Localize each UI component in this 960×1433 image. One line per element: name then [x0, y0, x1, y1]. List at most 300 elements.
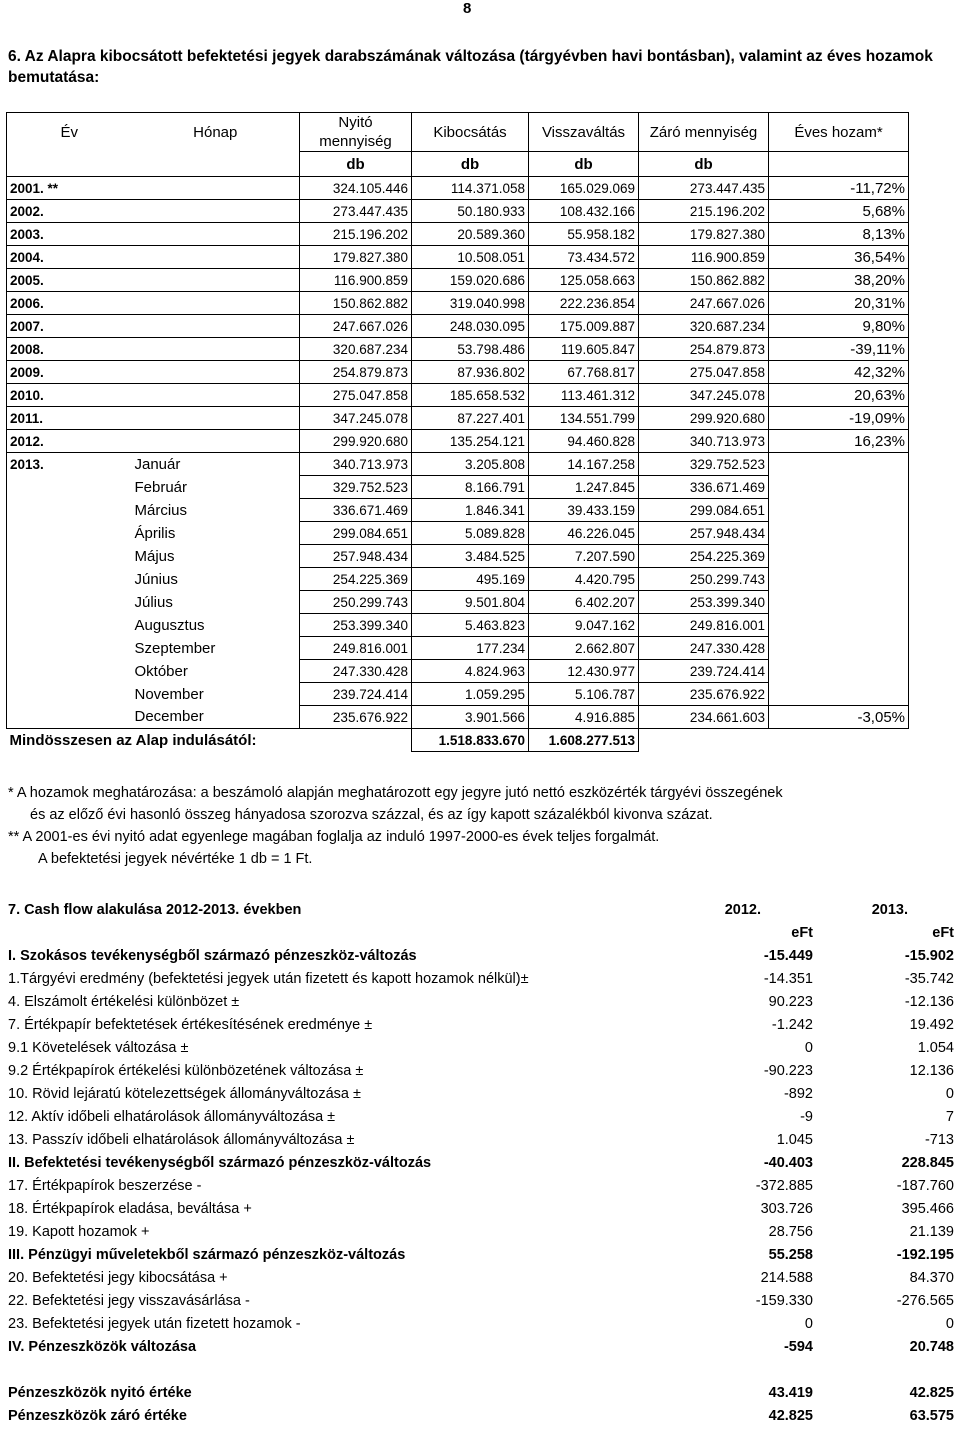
- row-opening: 253.399.340: [300, 614, 412, 637]
- footnote-2001: ** A 2001-es évi nyitó adat egyenlege magában foglalja az induló 1997-2000-es évek teljes forgalmát.: [8, 829, 660, 845]
- row-month: [132, 407, 300, 430]
- row-month: [132, 315, 300, 338]
- row-issue: 3.484.525: [412, 545, 529, 568]
- row-issue: 3.205.808: [412, 453, 529, 476]
- total-redemption: 1.608.277.513: [529, 729, 639, 752]
- row-redemption: 4.420.795: [529, 568, 639, 591]
- row-year: [7, 591, 132, 614]
- row-issue: 50.180.933: [412, 200, 529, 223]
- cashflow-row-label: 4. Elszámolt értékelési különbözet ±: [8, 994, 240, 1010]
- table-row: [7, 177, 909, 200]
- row-opening: 299.920.680: [300, 430, 412, 453]
- cashflow-row-label: 23. Befektetési jegyek után fizetett hozamok -: [8, 1316, 301, 1332]
- cashflow-row-2012: 214.588: [760, 1270, 813, 1286]
- row-yield: [769, 499, 909, 522]
- row-opening: 257.948.434: [300, 545, 412, 568]
- row-yield: [769, 614, 909, 637]
- cashflow-row: [8, 1129, 958, 1152]
- row-opening: 116.900.859: [300, 269, 412, 292]
- row-opening: 247.330.428: [300, 660, 412, 683]
- cashflow-opening-label: Pénzeszközök nyitó értéke: [8, 1385, 192, 1401]
- row-closing: 320.687.234: [639, 315, 769, 338]
- cashflow-row: [8, 1083, 958, 1106]
- row-year: 2009.: [7, 361, 132, 384]
- row-month: [132, 177, 300, 200]
- cashflow-row: [8, 1221, 958, 1244]
- table-row: [7, 407, 909, 430]
- row-issue: 53.798.486: [412, 338, 529, 361]
- row-closing: 235.676.922: [639, 683, 769, 706]
- row-redemption: 2.662.807: [529, 637, 639, 660]
- row-opening: 254.879.873: [300, 361, 412, 384]
- row-month: [132, 384, 300, 407]
- total-label: Mindösszesen az Alap indulásától:: [9, 731, 257, 749]
- row-closing: 150.862.882: [639, 269, 769, 292]
- table-row: [7, 476, 909, 499]
- cashflow-row-2013: 84.370: [909, 1270, 954, 1286]
- row-year: 2002.: [7, 200, 132, 223]
- row-yield: [769, 683, 909, 706]
- row-year: [7, 660, 132, 683]
- header-year: Év: [7, 113, 132, 152]
- row-month: [132, 361, 300, 384]
- row-yield: 9,80%: [769, 315, 909, 338]
- row-year: 2008.: [7, 338, 132, 361]
- row-issue: 87.936.802: [412, 361, 529, 384]
- row-year: [7, 683, 132, 706]
- row-redemption: 14.167.258: [529, 453, 639, 476]
- cashflow-row-label: 7. Értékpapír befektetések értékesítésének eredménye ±: [8, 1017, 373, 1033]
- cashflow-row-2013: 395.466: [901, 1201, 954, 1217]
- cashflow-row-2013: -192.195: [896, 1247, 954, 1263]
- table-row: [7, 660, 909, 683]
- cashflow-unit-2012: eFt: [791, 925, 813, 941]
- row-yield: -11,72%: [769, 177, 909, 200]
- cashflow-row-2012: 0: [804, 1316, 813, 1332]
- row-opening: 179.827.380: [300, 246, 412, 269]
- row-month: Május: [134, 547, 175, 565]
- header-redemption: Visszaváltás: [529, 113, 639, 152]
- table-total-row: [7, 729, 909, 752]
- row-yield: 5,68%: [769, 200, 909, 223]
- cashflow-row-2012: -1.242: [771, 1017, 813, 1033]
- row-redemption: 6.402.207: [529, 591, 639, 614]
- row-closing: 329.752.523: [639, 453, 769, 476]
- row-opening: 273.447.435: [300, 200, 412, 223]
- row-opening: 275.047.858: [300, 384, 412, 407]
- cashflow-row-2013: -187.760: [896, 1178, 954, 1194]
- row-closing: 273.447.435: [639, 177, 769, 200]
- row-opening: 254.225.369: [300, 568, 412, 591]
- row-redemption: 12.430.977: [529, 660, 639, 683]
- row-closing: 250.299.743: [639, 568, 769, 591]
- cashflow-row-2012: -159.330: [755, 1293, 813, 1309]
- total-empty: [769, 729, 909, 752]
- header-closing: Záró mennyiség: [639, 113, 769, 152]
- table-row: [7, 499, 909, 522]
- unit-empty: [7, 152, 132, 177]
- cashflow-row-2012: -40.403: [763, 1155, 813, 1171]
- row-yield: 42,32%: [769, 361, 909, 384]
- row-month: November: [134, 685, 204, 703]
- row-month: Január: [134, 455, 181, 473]
- row-closing: 254.225.369: [639, 545, 769, 568]
- unit-opening: db: [300, 152, 412, 177]
- cashflow-col-2013: 2013.: [871, 902, 908, 918]
- row-year: 2004.: [7, 246, 132, 269]
- cashflow-row: [8, 1244, 958, 1267]
- cashflow-row-2012: 90.223: [768, 994, 813, 1010]
- cashflow-row-label: 22. Befektetési jegy visszavásárlása -: [8, 1293, 250, 1309]
- row-issue: 10.508.051: [412, 246, 529, 269]
- row-closing: 254.879.873: [639, 338, 769, 361]
- row-redemption: 5.106.787: [529, 683, 639, 706]
- row-month: Szeptember: [134, 639, 216, 657]
- row-issue: 3.901.566: [412, 706, 529, 729]
- table-row: [7, 568, 909, 591]
- row-closing: 347.245.078: [639, 384, 769, 407]
- table-row: [7, 453, 909, 476]
- row-closing: 275.047.858: [639, 361, 769, 384]
- table-row: [7, 591, 909, 614]
- table-row: [7, 545, 909, 568]
- row-redemption: 113.461.312: [529, 384, 639, 407]
- cashflow-col-2012: 2012.: [724, 902, 761, 918]
- cashflow-row-2013: -15.902: [904, 948, 954, 964]
- cashflow-row-label: 9.1 Követelések változása ±: [8, 1040, 189, 1056]
- row-closing: 215.196.202: [639, 200, 769, 223]
- cashflow-row-label: 10. Rövid lejáratú kötelezettségek állományváltozása ±: [8, 1086, 361, 1102]
- row-redemption: 222.236.854: [529, 292, 639, 315]
- page-number: 8: [463, 0, 472, 17]
- row-yield: [769, 637, 909, 660]
- row-closing: 234.661.603: [639, 706, 769, 729]
- row-redemption: 175.009.887: [529, 315, 639, 338]
- cashflow-row: [8, 1336, 958, 1359]
- row-redemption: 1.247.845: [529, 476, 639, 499]
- row-closing: 239.724.414: [639, 660, 769, 683]
- cashflow-row-label: III. Pénzügyi műveletekből származó pénzeszköz-változás: [8, 1247, 406, 1263]
- cashflow-row-2012: -14.351: [763, 971, 813, 987]
- row-year: 2003.: [7, 223, 132, 246]
- row-opening: 249.816.001: [300, 637, 412, 660]
- row-month: [132, 430, 300, 453]
- cashflow-row-2012: -372.885: [755, 1178, 813, 1194]
- row-opening: 320.687.234: [300, 338, 412, 361]
- cashflow-row: [8, 1175, 958, 1198]
- row-closing: 247.330.428: [639, 637, 769, 660]
- row-year: 2012.: [7, 430, 132, 453]
- row-month: Június: [134, 570, 178, 588]
- row-month: Március: [134, 501, 188, 519]
- row-issue: 1.846.341: [412, 499, 529, 522]
- row-opening: 336.671.469: [300, 499, 412, 522]
- cashflow-row-2013: -713: [924, 1132, 954, 1148]
- row-year: [7, 476, 132, 499]
- unit-empty: [132, 152, 300, 177]
- cashflow-closing-2013: 63.575: [909, 1408, 954, 1424]
- row-year: 2013.: [7, 453, 132, 476]
- cashflow-opening-2013: 42.825: [909, 1385, 954, 1401]
- row-redemption: 119.605.847: [529, 338, 639, 361]
- row-opening: 299.084.651: [300, 522, 412, 545]
- row-month: [132, 200, 300, 223]
- row-issue: 5.463.823: [412, 614, 529, 637]
- row-closing: 257.948.434: [639, 522, 769, 545]
- row-issue: 1.059.295: [412, 683, 529, 706]
- cashflow-row: [8, 1290, 958, 1313]
- row-issue: 20.589.360: [412, 223, 529, 246]
- row-opening: 340.713.973: [300, 453, 412, 476]
- row-month: [132, 246, 300, 269]
- row-yield: 36,54%: [769, 246, 909, 269]
- row-yield: 20,31%: [769, 292, 909, 315]
- row-redemption: 165.029.069: [529, 177, 639, 200]
- row-month: [132, 269, 300, 292]
- row-yield: [769, 545, 909, 568]
- row-opening: 347.245.078: [300, 407, 412, 430]
- cashflow-row-label: 18. Értékpapírok eladása, beváltása +: [8, 1201, 252, 1217]
- row-yield: 20,63%: [769, 384, 909, 407]
- cashflow-row-label: IV. Pénzeszközök változása: [8, 1339, 197, 1355]
- row-opening: 150.862.882: [300, 292, 412, 315]
- cashflow-row-2013: 20.748: [909, 1339, 954, 1355]
- row-month: Október: [134, 662, 188, 680]
- row-closing: 253.399.340: [639, 591, 769, 614]
- row-opening: 247.667.026: [300, 315, 412, 338]
- row-redemption: 67.768.817: [529, 361, 639, 384]
- table-row: [7, 430, 909, 453]
- cashflow-row: [8, 1313, 958, 1336]
- header-issue: Kibocsátás: [412, 113, 529, 152]
- cashflow-row-label: 12. Aktív időbeli elhatárolások állományváltozása ±: [8, 1109, 336, 1125]
- table-row: [7, 223, 909, 246]
- cashflow-row-label: 17. Értékpapírok beszerzése -: [8, 1178, 202, 1194]
- row-yield: 16,23%: [769, 430, 909, 453]
- cashflow-spacer: [8, 1359, 958, 1382]
- row-redemption: 39.433.159: [529, 499, 639, 522]
- row-year: [7, 499, 132, 522]
- row-month: [132, 223, 300, 246]
- row-opening: 239.724.414: [300, 683, 412, 706]
- cashflow-row-label: 13. Passzív időbeli elhatárolások állományváltozása ±: [8, 1132, 355, 1148]
- table-row: [7, 637, 909, 660]
- row-closing: 247.667.026: [639, 292, 769, 315]
- row-closing: 179.827.380: [639, 223, 769, 246]
- cashflow-row-2012: 303.726: [760, 1201, 813, 1217]
- unit-redemption: db: [529, 152, 639, 177]
- cashflow-closing-label: Pénzeszközök záró értéke: [8, 1408, 187, 1424]
- unit-yield: [769, 152, 909, 177]
- units-table: [6, 112, 909, 752]
- row-month: Augusztus: [134, 616, 205, 634]
- row-year: [7, 637, 132, 660]
- cashflow-title: 7. Cash flow alakulása 2012-2013. években: [8, 902, 302, 918]
- cashflow-row-label: II. Befektetési tevékenységből származó pénzeszköz-változás: [8, 1155, 432, 1171]
- cashflow-row: [8, 1267, 958, 1290]
- row-issue: 248.030.095: [412, 315, 529, 338]
- cashflow-row-2013: 12.136: [909, 1063, 954, 1079]
- cashflow-section: [8, 899, 958, 1428]
- row-issue: 8.166.791: [412, 476, 529, 499]
- cashflow-row: [8, 1014, 958, 1037]
- cashflow-row-2012: 1.045: [776, 1132, 813, 1148]
- row-year: 2011.: [7, 407, 132, 430]
- cashflow-opening-2012: 43.419: [768, 1385, 813, 1401]
- footnotes: [8, 782, 958, 870]
- cashflow-row: [8, 1106, 958, 1129]
- row-opening: 250.299.743: [300, 591, 412, 614]
- row-issue: 9.501.804: [412, 591, 529, 614]
- total-empty: [639, 729, 769, 752]
- table-row: [7, 384, 909, 407]
- row-redemption: 73.434.572: [529, 246, 639, 269]
- row-yield: [769, 660, 909, 683]
- row-year: 2006.: [7, 292, 132, 315]
- row-yield: [769, 453, 909, 476]
- cashflow-row-2012: 28.756: [768, 1224, 813, 1240]
- row-issue: 87.227.401: [412, 407, 529, 430]
- cashflow-row-2013: -12.136: [904, 994, 954, 1010]
- row-opening: 215.196.202: [300, 223, 412, 246]
- row-yield: [769, 476, 909, 499]
- table-row: [7, 683, 909, 706]
- cashflow-row-2012: -9: [800, 1109, 813, 1125]
- row-year: 2001. **: [7, 177, 132, 200]
- cashflow-row-2012: -892: [783, 1086, 813, 1102]
- row-yield: [769, 568, 909, 591]
- row-redemption: 9.047.162: [529, 614, 639, 637]
- cashflow-closing-row: [8, 1405, 958, 1428]
- header-month: Hónap: [132, 113, 300, 152]
- cashflow-row-2013: 0: [945, 1086, 954, 1102]
- row-issue: 5.089.828: [412, 522, 529, 545]
- footnote-face-value: A befektetési jegyek névértéke 1 db = 1 Ft.: [38, 851, 313, 867]
- cashflow-row: [8, 968, 958, 991]
- row-year: 2007.: [7, 315, 132, 338]
- row-closing: 299.084.651: [639, 499, 769, 522]
- cashflow-row-2012: -90.223: [763, 1063, 813, 1079]
- cashflow-unit-2013: eFt: [932, 925, 954, 941]
- cashflow-row-label: 1.Tárgyévi eredmény (befektetési jegyek után fizetett és kapott hozamok nélkül)±: [8, 971, 529, 987]
- cashflow-rows: [8, 945, 958, 1359]
- table-unit-row: [7, 152, 909, 177]
- row-closing: 116.900.859: [639, 246, 769, 269]
- row-month: [132, 292, 300, 315]
- cashflow-row-2012: 55.258: [768, 1247, 813, 1263]
- row-year: 2010.: [7, 384, 132, 407]
- table-row: [7, 614, 909, 637]
- cashflow-title-row: [8, 899, 958, 922]
- cashflow-row-2012: -594: [783, 1339, 813, 1355]
- cashflow-row-2012: 0: [804, 1040, 813, 1056]
- cashflow-row-label: 19. Kapott hozamok +: [8, 1224, 150, 1240]
- row-redemption: 108.432.166: [529, 200, 639, 223]
- row-yield: -3,05%: [769, 706, 909, 729]
- header-annual-yield: Éves hozam*: [769, 113, 909, 152]
- header-opening-text: Nyitó mennyiség: [319, 114, 392, 150]
- row-year: [7, 522, 132, 545]
- row-year: [7, 545, 132, 568]
- cashflow-row: [8, 1037, 958, 1060]
- row-issue: 4.824.963: [412, 660, 529, 683]
- cashflow-row-2013: 19.492: [909, 1017, 954, 1033]
- row-redemption: 55.958.182: [529, 223, 639, 246]
- cashflow-row-label: 9.2 Értékpapírok értékelési különbözetének változása ±: [8, 1063, 364, 1079]
- cashflow-row-2013: 228.845: [901, 1155, 954, 1171]
- cashflow-row: [8, 1198, 958, 1221]
- row-month: Július: [134, 593, 173, 611]
- table-row: [7, 292, 909, 315]
- row-closing: 299.920.680: [639, 407, 769, 430]
- cashflow-row-label: 20. Befektetési jegy kibocsátása +: [8, 1270, 228, 1286]
- row-yield: -19,09%: [769, 407, 909, 430]
- header-opening: [300, 113, 412, 152]
- table-row: [7, 522, 909, 545]
- row-issue: 185.658.532: [412, 384, 529, 407]
- row-redemption: 125.058.663: [529, 269, 639, 292]
- row-yield: 8,13%: [769, 223, 909, 246]
- table-row: [7, 200, 909, 223]
- total-issue: 1.518.833.670: [412, 729, 529, 752]
- row-redemption: 7.207.590: [529, 545, 639, 568]
- cashflow-closing-2012: 42.825: [768, 1408, 813, 1424]
- table-row: [7, 361, 909, 384]
- cashflow-row-2012: -15.449: [763, 948, 813, 964]
- cashflow-row-2013: 7: [945, 1109, 954, 1125]
- row-yield: 38,20%: [769, 269, 909, 292]
- cashflow-row: [8, 991, 958, 1014]
- row-opening: 329.752.523: [300, 476, 412, 499]
- cashflow-row: [8, 1060, 958, 1083]
- row-yield: [769, 591, 909, 614]
- row-issue: 319.040.998: [412, 292, 529, 315]
- row-issue: 135.254.121: [412, 430, 529, 453]
- row-closing: 249.816.001: [639, 614, 769, 637]
- row-month: Február: [134, 478, 188, 496]
- row-closing: 340.713.973: [639, 430, 769, 453]
- row-yield: -39,11%: [769, 338, 909, 361]
- row-year: [7, 568, 132, 591]
- row-issue: 177.234: [412, 637, 529, 660]
- row-month: Április: [134, 524, 176, 542]
- cashflow-unit-row: [8, 922, 958, 945]
- cashflow-row-2013: -35.742: [904, 971, 954, 987]
- row-month: [132, 338, 300, 361]
- row-year: 2005.: [7, 269, 132, 292]
- row-issue: 495.169: [412, 568, 529, 591]
- table-row: [7, 315, 909, 338]
- table-row: [7, 246, 909, 269]
- row-redemption: 134.551.799: [529, 407, 639, 430]
- row-issue: 159.020.686: [412, 269, 529, 292]
- row-redemption: 94.460.828: [529, 430, 639, 453]
- cashflow-row: [8, 1152, 958, 1175]
- footnote-yield-def-cont: és az előző évi hasonló összeg hányadosa szorozva százzal, és az így kapott százalékból kivonva százat.: [30, 807, 713, 823]
- row-year: [7, 614, 132, 637]
- row-closing: 336.671.469: [639, 476, 769, 499]
- cashflow-opening-row: [8, 1382, 958, 1405]
- cashflow-row-label: I. Szokásos tevékenységből származó pénzeszköz-változás: [8, 948, 417, 964]
- row-opening: 324.105.446: [300, 177, 412, 200]
- footnote-yield-def: * A hozamok meghatározása: a beszámoló alapján meghatározott egy jegyre jutó nettó eszközérték tárgyévi összegének: [8, 785, 783, 801]
- cashflow-row-2013: 1.054: [917, 1040, 954, 1056]
- table-row: [7, 338, 909, 361]
- row-redemption: 46.226.045: [529, 522, 639, 545]
- table-row: [7, 706, 909, 729]
- unit-closing: db: [639, 152, 769, 177]
- section-6-title: 6. Az Alapra kibocsátott befektetési jegyek darabszámának változása (tárgyévben havi bontásban), valamint az éves hozamok bemutatása:: [8, 48, 933, 86]
